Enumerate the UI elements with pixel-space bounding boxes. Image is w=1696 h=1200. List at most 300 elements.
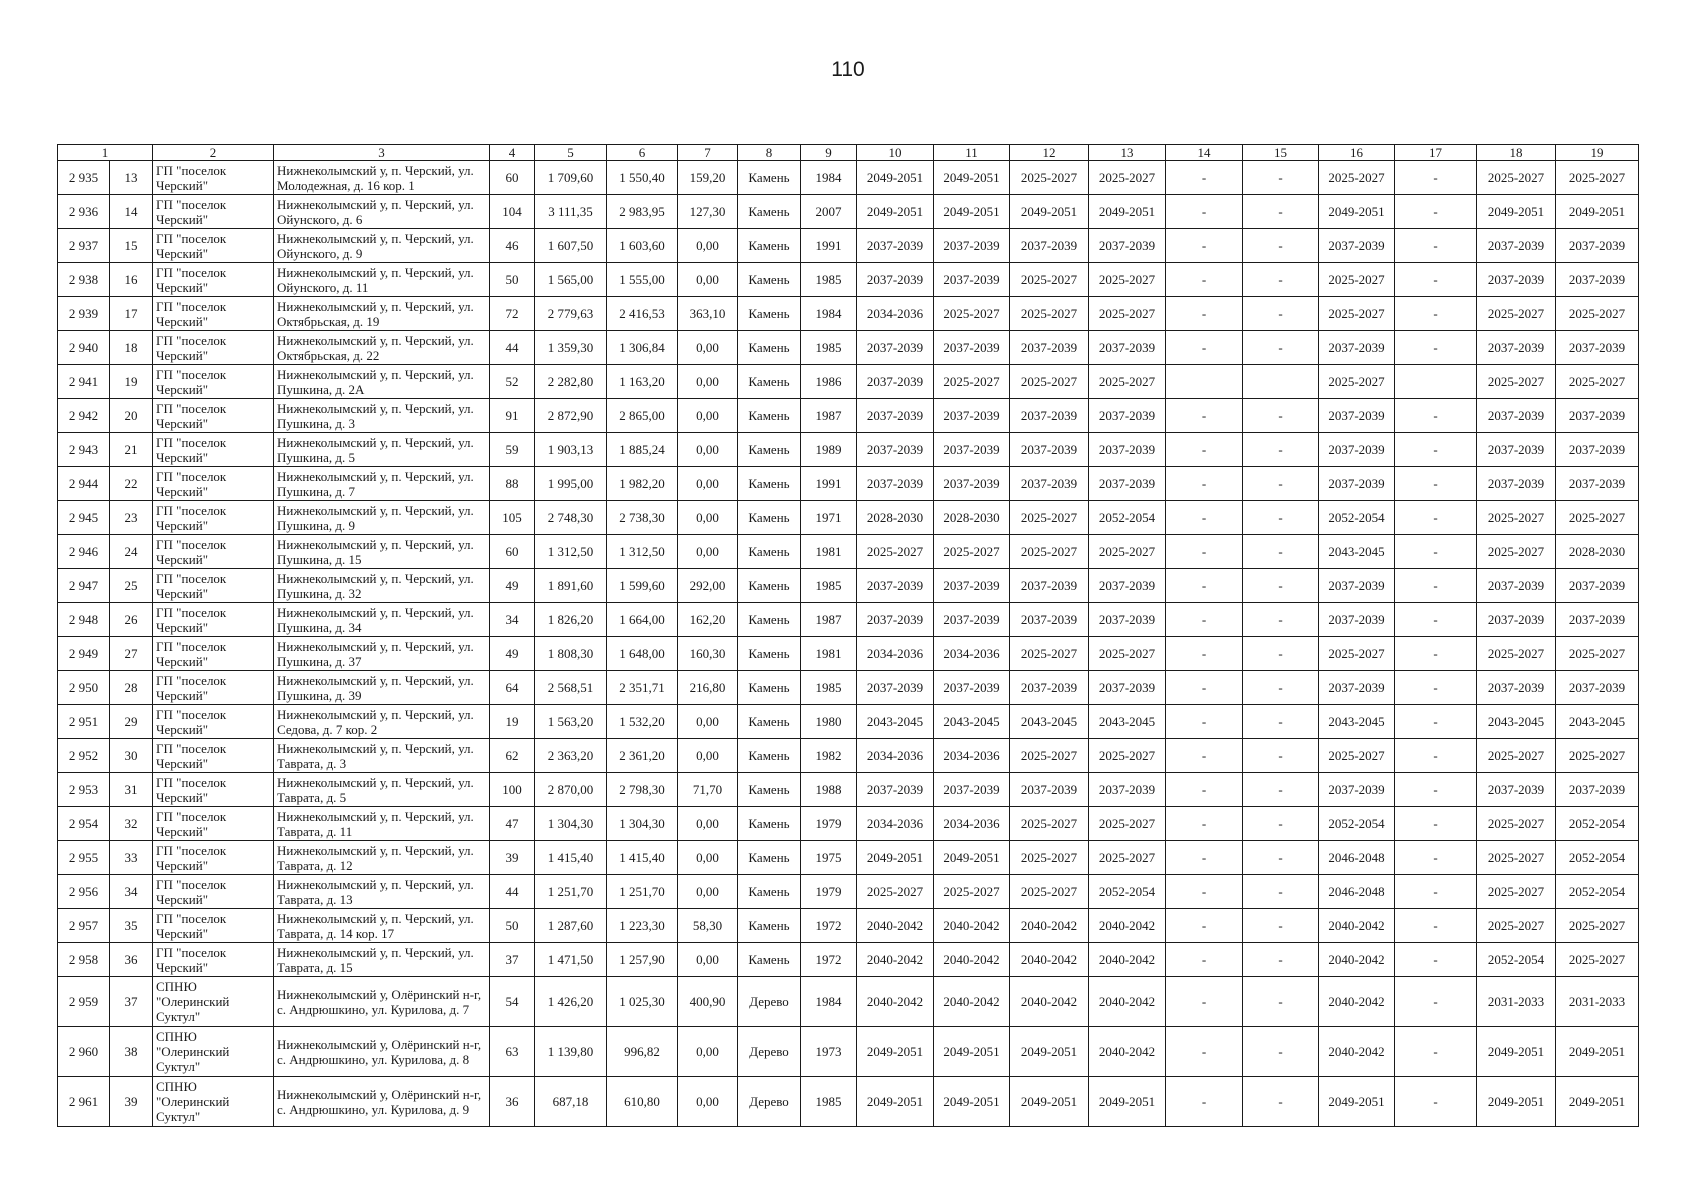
- table-cell: 2037-2039: [934, 603, 1010, 637]
- table-cell: 0,00: [678, 739, 738, 773]
- table-cell: 160,30: [678, 637, 738, 671]
- table-cell: -: [1243, 977, 1319, 1027]
- table-cell: 2034-2036: [934, 637, 1010, 671]
- table-cell: 1979: [801, 875, 857, 909]
- table-cell: 2037-2039: [934, 263, 1010, 297]
- column-header-6: 6: [607, 145, 678, 161]
- table-cell: 2025-2027: [1556, 365, 1639, 399]
- table-cell: 1 251,70: [535, 875, 607, 909]
- table-cell: 2025-2027: [934, 365, 1010, 399]
- table-cell: 1985: [801, 1077, 857, 1127]
- table-cell: 2043-2045: [1556, 705, 1639, 739]
- table-cell: 2025-2027: [1010, 637, 1089, 671]
- table-cell: ГП "поселок Черский": [153, 909, 274, 943]
- table-cell: 1 025,30: [607, 977, 678, 1027]
- table-cell: 2040-2042: [934, 977, 1010, 1027]
- table-cell: ГП "поселок Черский": [153, 773, 274, 807]
- table-cell: 2025-2027: [1010, 875, 1089, 909]
- table-cell: 2040-2042: [857, 943, 934, 977]
- table-cell: ГП "поселок Черский": [153, 433, 274, 467]
- table-cell: 1 304,30: [607, 807, 678, 841]
- table-cell: 24: [110, 535, 153, 569]
- table-cell: 35: [110, 909, 153, 943]
- table-row: [58, 909, 1639, 943]
- table-cell: 996,82: [607, 1027, 678, 1077]
- table-cell: 2025-2027: [1010, 365, 1089, 399]
- table-cell: 2037-2039: [1089, 603, 1166, 637]
- table-cell: 3 111,35: [535, 195, 607, 229]
- table-cell: 2037-2039: [1010, 331, 1089, 365]
- table-cell: 1985: [801, 671, 857, 705]
- table-cell: 2 946: [58, 535, 110, 569]
- table-row: [58, 365, 1639, 399]
- table-cell: -: [1395, 263, 1477, 297]
- table-cell: 2025-2027: [1089, 807, 1166, 841]
- table-cell: СПНЮ "Олеринский Суктул": [153, 1027, 274, 1077]
- table-cell: -: [1166, 331, 1243, 365]
- table-cell: -: [1243, 943, 1319, 977]
- table-cell: -: [1395, 467, 1477, 501]
- table-cell: 0,00: [678, 807, 738, 841]
- table-cell: -: [1395, 739, 1477, 773]
- table-cell: 0,00: [678, 399, 738, 433]
- table-cell: Нижнеколымский у, п. Черский, ул. Таврата, д. 11: [274, 807, 490, 841]
- column-header-4: 4: [490, 145, 535, 161]
- table-cell: Камень: [738, 229, 801, 263]
- table-cell: -: [1243, 841, 1319, 875]
- table-cell: 2 952: [58, 739, 110, 773]
- table-cell: 32: [110, 807, 153, 841]
- table-cell: Нижнеколымский у, п. Черский, ул. Пушкина, д. 32: [274, 569, 490, 603]
- table-cell: -: [1243, 773, 1319, 807]
- table-row: [58, 705, 1639, 739]
- table-cell: 2037-2039: [934, 399, 1010, 433]
- table-cell: 2025-2027: [1477, 807, 1556, 841]
- table-cell: 33: [110, 841, 153, 875]
- table-cell: 37: [490, 943, 535, 977]
- table-cell: 2025-2027: [1477, 501, 1556, 535]
- table-cell: 2 282,80: [535, 365, 607, 399]
- table-cell: 1 885,24: [607, 433, 678, 467]
- table-cell: 37: [110, 977, 153, 1027]
- table-cell: -: [1395, 535, 1477, 569]
- table-cell: 2037-2039: [857, 773, 934, 807]
- table-cell: 36: [490, 1077, 535, 1127]
- table-cell: Камень: [738, 637, 801, 671]
- table-cell: 2025-2027: [1556, 501, 1639, 535]
- table-cell: 2025-2027: [1089, 297, 1166, 331]
- table-cell: 0,00: [678, 365, 738, 399]
- table-cell: ГП "поселок Черский": [153, 501, 274, 535]
- table-cell: 2040-2042: [1010, 909, 1089, 943]
- table-cell: 2028-2030: [857, 501, 934, 535]
- table-cell: 30: [110, 739, 153, 773]
- table-cell: 2037-2039: [1010, 569, 1089, 603]
- table-cell: Камень: [738, 331, 801, 365]
- table-cell: 14: [110, 195, 153, 229]
- table-cell: 2025-2027: [934, 875, 1010, 909]
- table-cell: 2037-2039: [1319, 671, 1395, 705]
- table-cell: 2037-2039: [934, 671, 1010, 705]
- table-cell: -: [1395, 433, 1477, 467]
- table-cell: -: [1243, 331, 1319, 365]
- table-cell: -: [1395, 1027, 1477, 1077]
- table-cell: 2037-2039: [1089, 467, 1166, 501]
- column-header-18: 18: [1477, 145, 1556, 161]
- table-cell: 2025-2027: [1319, 161, 1395, 195]
- table-cell: 1 251,70: [607, 875, 678, 909]
- table-cell: 2025-2027: [1556, 161, 1639, 195]
- table-cell: Нижнеколымский у, п. Черский, ул. Пушкина, д. 9: [274, 501, 490, 535]
- table-cell: 2025-2027: [1477, 535, 1556, 569]
- table-cell: 2049-2051: [1477, 1027, 1556, 1077]
- table-row: [58, 739, 1639, 773]
- table-cell: Камень: [738, 535, 801, 569]
- table-cell: 2 872,90: [535, 399, 607, 433]
- table-cell: 2 959: [58, 977, 110, 1027]
- table-cell: 71,70: [678, 773, 738, 807]
- table-cell: 38: [110, 1027, 153, 1077]
- table-cell: 363,10: [678, 297, 738, 331]
- table-cell: Дерево: [738, 1027, 801, 1077]
- table-cell: 2037-2039: [1010, 229, 1089, 263]
- table-cell: 1987: [801, 399, 857, 433]
- table-cell: -: [1166, 195, 1243, 229]
- table-cell: -: [1166, 909, 1243, 943]
- table-cell: 1984: [801, 297, 857, 331]
- table-cell: -: [1243, 297, 1319, 331]
- table-cell: 15: [110, 229, 153, 263]
- table-cell: СПНЮ "Олеринский Суктул": [153, 1077, 274, 1127]
- table-cell: 2049-2051: [1089, 1077, 1166, 1127]
- table-cell: -: [1395, 1077, 1477, 1127]
- table-row: [58, 603, 1639, 637]
- table-cell: 2025-2027: [857, 535, 934, 569]
- table-cell: -: [1166, 773, 1243, 807]
- table-cell: 2037-2039: [1556, 569, 1639, 603]
- table-cell: 2037-2039: [857, 569, 934, 603]
- table-cell: 1 287,60: [535, 909, 607, 943]
- table-cell: Камень: [738, 365, 801, 399]
- column-header-7: 7: [678, 145, 738, 161]
- table-cell: 2043-2045: [1319, 705, 1395, 739]
- table-cell: 1 426,20: [535, 977, 607, 1027]
- table-cell: 2049-2051: [857, 1027, 934, 1077]
- table-cell: 2049-2051: [1556, 1077, 1639, 1127]
- table-cell: Нижнеколымский у, п. Черский, ул. Ойунского, д. 11: [274, 263, 490, 297]
- table-cell: ГП "поселок Черский": [153, 229, 274, 263]
- table-cell: 2037-2039: [934, 773, 1010, 807]
- table-cell: 2025-2027: [1089, 161, 1166, 195]
- table-row: [58, 229, 1639, 263]
- table-cell: 1 891,60: [535, 569, 607, 603]
- table-cell: Нижнеколымский у, п. Черский, ул. Ойунского, д. 6: [274, 195, 490, 229]
- table-cell: 2028-2030: [1556, 535, 1639, 569]
- table-cell: ГП "поселок Черский": [153, 195, 274, 229]
- table-cell: ГП "поселок Черский": [153, 671, 274, 705]
- table-cell: -: [1166, 1027, 1243, 1077]
- table-cell: 100: [490, 773, 535, 807]
- table-cell: -: [1395, 705, 1477, 739]
- table-cell: 1 257,90: [607, 943, 678, 977]
- table-cell: 2025-2027: [1477, 909, 1556, 943]
- table-cell: Камень: [738, 943, 801, 977]
- table-cell: -: [1395, 841, 1477, 875]
- table-cell: Нижнеколымский у, Олёринский н-г, с. Андрюшкино, ул. Курилова, д. 7: [274, 977, 490, 1027]
- table-cell: 2025-2027: [1089, 365, 1166, 399]
- table-row: [58, 161, 1639, 195]
- table-cell: 2 960: [58, 1027, 110, 1077]
- table-cell: 2040-2042: [1319, 909, 1395, 943]
- table-cell: 2037-2039: [1556, 467, 1639, 501]
- table-cell: -: [1395, 977, 1477, 1027]
- table-cell: -: [1395, 501, 1477, 535]
- table-cell: 1971: [801, 501, 857, 535]
- table-cell: 1 982,20: [607, 467, 678, 501]
- table-cell: Нижнеколымский у, п. Черский, ул. Таврата, д. 3: [274, 739, 490, 773]
- table-cell: 2025-2027: [1089, 263, 1166, 297]
- table-cell: 2037-2039: [1477, 603, 1556, 637]
- table-cell: 2037-2039: [857, 433, 934, 467]
- table-cell: 2037-2039: [857, 671, 934, 705]
- table-cell: 2025-2027: [1556, 637, 1639, 671]
- table-cell: 1 565,00: [535, 263, 607, 297]
- table-cell: 2025-2027: [1319, 297, 1395, 331]
- table-cell: 1 163,20: [607, 365, 678, 399]
- table-row: [58, 263, 1639, 297]
- table-cell: 216,80: [678, 671, 738, 705]
- table-cell: 60: [490, 161, 535, 195]
- table-cell: 52: [490, 365, 535, 399]
- table-cell: -: [1243, 399, 1319, 433]
- table-cell: 2 361,20: [607, 739, 678, 773]
- table-row: [58, 501, 1639, 535]
- table-cell: 2037-2039: [1556, 671, 1639, 705]
- table-cell: 2025-2027: [1319, 739, 1395, 773]
- table-cell: 2037-2039: [1477, 331, 1556, 365]
- table-cell: 1 808,30: [535, 637, 607, 671]
- table-cell: -: [1166, 875, 1243, 909]
- table-cell: Камень: [738, 195, 801, 229]
- table-cell: 2040-2042: [934, 909, 1010, 943]
- table-cell: 1 139,80: [535, 1027, 607, 1077]
- table-cell: 72: [490, 297, 535, 331]
- table-cell: 60: [490, 535, 535, 569]
- table-cell: ГП "поселок Черский": [153, 569, 274, 603]
- table-cell: 2031-2033: [1477, 977, 1556, 1027]
- table-cell: 1 826,20: [535, 603, 607, 637]
- table-cell: 2025-2027: [1477, 875, 1556, 909]
- table-cell: 2037-2039: [1319, 467, 1395, 501]
- table-cell: 127,30: [678, 195, 738, 229]
- table-cell: Нижнеколымский у, п. Черский, ул. Пушкина, д. 15: [274, 535, 490, 569]
- table-cell: 16: [110, 263, 153, 297]
- table-cell: 2034-2036: [857, 807, 934, 841]
- table-row: [58, 569, 1639, 603]
- table-cell: 2025-2027: [1556, 943, 1639, 977]
- table-cell: 2025-2027: [1089, 739, 1166, 773]
- table-cell: 2025-2027: [934, 297, 1010, 331]
- table-cell: 2037-2039: [934, 331, 1010, 365]
- table-cell: 0,00: [678, 1027, 738, 1077]
- table-cell: 2043-2045: [1010, 705, 1089, 739]
- table-cell: 2049-2051: [934, 841, 1010, 875]
- table-cell: -: [1395, 161, 1477, 195]
- table-cell: 2037-2039: [857, 365, 934, 399]
- table-cell: Камень: [738, 705, 801, 739]
- column-header-1: 1: [58, 145, 153, 161]
- table-cell: Камень: [738, 399, 801, 433]
- column-header-9: 9: [801, 145, 857, 161]
- table-cell: 1985: [801, 569, 857, 603]
- table-cell: 1 550,40: [607, 161, 678, 195]
- table-cell: -: [1395, 399, 1477, 433]
- table-cell: 2025-2027: [857, 875, 934, 909]
- table-cell: 2 363,20: [535, 739, 607, 773]
- table-cell: 2025-2027: [1089, 637, 1166, 671]
- table-cell: -: [1395, 195, 1477, 229]
- table-cell: 91: [490, 399, 535, 433]
- table-cell: 2037-2039: [857, 229, 934, 263]
- table-cell: 2037-2039: [1319, 399, 1395, 433]
- table-cell: 1991: [801, 467, 857, 501]
- table-cell: 2049-2051: [1477, 1077, 1556, 1127]
- table-cell: 1 359,30: [535, 331, 607, 365]
- table-cell: 1987: [801, 603, 857, 637]
- table-cell: 2037-2039: [1319, 331, 1395, 365]
- table-cell: 162,20: [678, 603, 738, 637]
- table-cell: 2 416,53: [607, 297, 678, 331]
- table-cell: 2049-2051: [1319, 1077, 1395, 1127]
- table-cell: Нижнеколымский у, п. Черский, ул. Пушкина, д. 2А: [274, 365, 490, 399]
- table-cell: 2 748,30: [535, 501, 607, 535]
- table-cell: 46: [490, 229, 535, 263]
- table-cell: 1985: [801, 331, 857, 365]
- table-cell: -: [1166, 807, 1243, 841]
- table-cell: 2043-2045: [1319, 535, 1395, 569]
- table-cell: Камень: [738, 773, 801, 807]
- table-cell: 2025-2027: [1556, 297, 1639, 331]
- table-cell: 1 306,84: [607, 331, 678, 365]
- table-cell: 1 603,60: [607, 229, 678, 263]
- table-cell: 2037-2039: [857, 603, 934, 637]
- column-header-8: 8: [738, 145, 801, 161]
- table-cell: 2025-2027: [1010, 161, 1089, 195]
- table-cell: -: [1243, 433, 1319, 467]
- table-cell: 2 936: [58, 195, 110, 229]
- table-cell: 2025-2027: [1477, 841, 1556, 875]
- table-cell: 19: [110, 365, 153, 399]
- table-cell: 2028-2030: [934, 501, 1010, 535]
- table-row: [58, 297, 1639, 331]
- table-cell: 2037-2039: [1319, 569, 1395, 603]
- table-cell: -: [1243, 501, 1319, 535]
- table-cell: 2049-2051: [1319, 195, 1395, 229]
- table-cell: 2 983,95: [607, 195, 678, 229]
- table-cell: -: [1395, 671, 1477, 705]
- table-cell: 59: [490, 433, 535, 467]
- table-cell: 2 961: [58, 1077, 110, 1127]
- table-cell: -: [1243, 1027, 1319, 1077]
- table-cell: 2040-2042: [1089, 909, 1166, 943]
- table-cell: 34: [490, 603, 535, 637]
- table-cell: 2 798,30: [607, 773, 678, 807]
- table-cell: 2049-2051: [1010, 1077, 1089, 1127]
- table-cell: 17: [110, 297, 153, 331]
- table-cell: Камень: [738, 433, 801, 467]
- table-cell: Нижнеколымский у, п. Черский, ул. Таврата, д. 15: [274, 943, 490, 977]
- table-cell: -: [1166, 603, 1243, 637]
- table-cell: 0,00: [678, 1077, 738, 1127]
- table-cell: -: [1166, 841, 1243, 875]
- table-cell: -: [1166, 263, 1243, 297]
- table-cell: 62: [490, 739, 535, 773]
- column-header-5: 5: [535, 145, 607, 161]
- table-cell: 2 779,63: [535, 297, 607, 331]
- table-cell: ГП "поселок Черский": [153, 331, 274, 365]
- table-cell: 610,80: [607, 1077, 678, 1127]
- table-cell: 1 664,00: [607, 603, 678, 637]
- table-cell: 2037-2039: [1477, 229, 1556, 263]
- table-cell: 2 945: [58, 501, 110, 535]
- table-cell: Нижнеколымский у, Олёринский н-г, с. Андрюшкино, ул. Курилова, д. 8: [274, 1027, 490, 1077]
- table-cell: 2025-2027: [1010, 807, 1089, 841]
- table-cell: 25: [110, 569, 153, 603]
- table-cell: ГП "поселок Черский": [153, 943, 274, 977]
- table-cell: 58,30: [678, 909, 738, 943]
- table-cell: 2049-2051: [857, 841, 934, 875]
- table-cell: 2049-2051: [857, 161, 934, 195]
- column-header-13: 13: [1089, 145, 1166, 161]
- table-cell: 2037-2039: [1556, 331, 1639, 365]
- table-cell: -: [1243, 263, 1319, 297]
- table-cell: 1972: [801, 909, 857, 943]
- table-cell: -: [1166, 297, 1243, 331]
- table-cell: 2040-2042: [1319, 943, 1395, 977]
- table-row: [58, 535, 1639, 569]
- table-cell: 2 935: [58, 161, 110, 195]
- table-cell: 2037-2039: [1556, 433, 1639, 467]
- table-cell: 1980: [801, 705, 857, 739]
- table-cell: [1166, 365, 1243, 399]
- table-cell: 2031-2033: [1556, 977, 1639, 1027]
- table-cell: 0,00: [678, 535, 738, 569]
- table-cell: -: [1243, 909, 1319, 943]
- table-cell: 2052-2054: [1477, 943, 1556, 977]
- table-cell: 0,00: [678, 263, 738, 297]
- table-cell: ГП "поселок Черский": [153, 807, 274, 841]
- table-cell: -: [1395, 807, 1477, 841]
- table-cell: -: [1243, 875, 1319, 909]
- table-cell: 2037-2039: [857, 467, 934, 501]
- table-cell: 2037-2039: [1556, 773, 1639, 807]
- table-cell: 2040-2042: [934, 943, 1010, 977]
- table-cell: 2 955: [58, 841, 110, 875]
- table-cell: Камень: [738, 875, 801, 909]
- table-cell: 2052-2054: [1556, 841, 1639, 875]
- table-cell: Дерево: [738, 1077, 801, 1127]
- table-cell: 2043-2045: [1477, 705, 1556, 739]
- table-cell: 2 865,00: [607, 399, 678, 433]
- table-cell: [1395, 365, 1477, 399]
- table-cell: 1 304,30: [535, 807, 607, 841]
- table-cell: Камень: [738, 297, 801, 331]
- table-cell: Нижнеколымский у, п. Черский, ул. Пушкина, д. 5: [274, 433, 490, 467]
- table-cell: Нижнеколымский у, п. Черский, ул. Октябрьская, д. 19: [274, 297, 490, 331]
- table-cell: -: [1243, 1077, 1319, 1127]
- table-row: [58, 331, 1639, 365]
- table-cell: 20: [110, 399, 153, 433]
